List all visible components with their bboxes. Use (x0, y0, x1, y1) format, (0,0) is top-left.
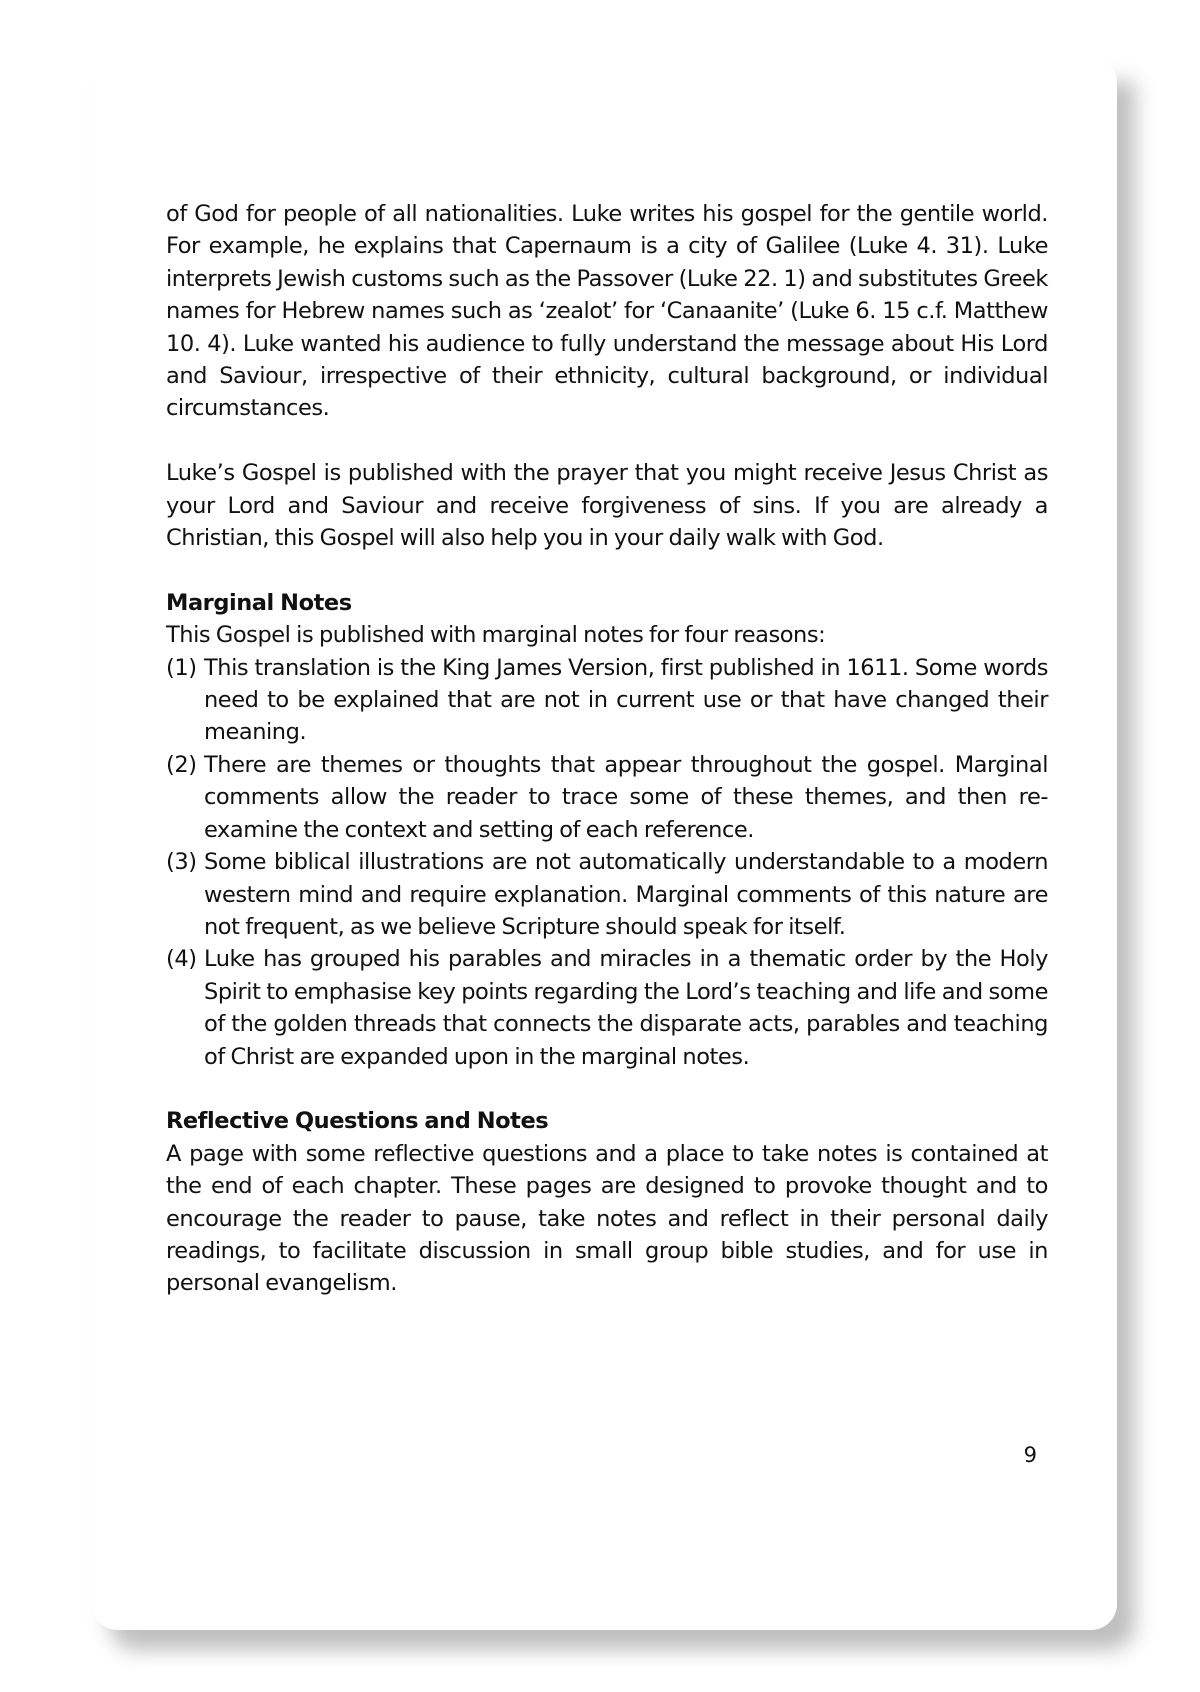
list-item-number: (2) (166, 751, 197, 778)
marginal-notes-list (166, 652, 1048, 1073)
intro-paragraph-2: Luke’s Gospel is published with the prayer that you might receive Jesus Christ as your Lord and Saviour and receive forgiveness of sins. If you are already a Christian, this Gospel will also help you in your daily walk with God. (166, 460, 1048, 552)
list-item-number: (3) (166, 849, 197, 876)
list-item (166, 749, 1048, 846)
paragraph-gap (166, 554, 1048, 586)
document-page (92, 60, 1117, 1630)
list-item-number: (1) (166, 654, 197, 681)
page-content (166, 198, 1048, 1300)
paragraph-gap (166, 1073, 1048, 1105)
list-item-text: There are themes or thoughts that appear throughout the gospel. Marginal comments allow the reader to trace some of these themes, and then re-examine the context and setting of each reference. (204, 751, 1048, 843)
reflective-heading: Reflective Questions and Notes (166, 1108, 549, 1135)
intro-paragraph-1: of God for people of all nationalities. Luke writes his gospel for the gentile world. For example, he explains that Capernaum is a city of Galilee (Luke 4. 31). Luke interprets Jewish customs such as the Passover (Luke 22. 1) and substitutes Greek names for Hebrew names such as ‘zealot’ for ‘Canaanite’ (Luke 6. 15 c.f. Matthew 10. 4). Luke wanted his audience to fully understand the message about His Lord and Saviour, irrespective of their ethnicity, cultural background, or individual circumstances. (166, 201, 1048, 422)
list-item (166, 652, 1048, 749)
list-item-text: This translation is the King James Version, first published in 1611. Some words need to be explained that are not in current use or that have changed their meaning. (204, 654, 1048, 746)
paragraph-gap (166, 425, 1048, 457)
page-number: 9 (1023, 1443, 1037, 1467)
list-item-text: Luke has grouped his parables and miracles in a thematic order by the Holy Spirit to emphasise key points regarding the Lord’s teaching and life and some of the golden threads that connects the disparate acts, parables and teaching of Christ are expanded upon in the marginal notes. (204, 946, 1048, 1070)
marginal-notes-heading: Marginal Notes (166, 589, 352, 616)
marginal-notes-intro: This Gospel is published with marginal notes for four reasons: (166, 622, 826, 649)
list-item (166, 943, 1048, 1073)
list-item (166, 846, 1048, 943)
reflective-paragraph: A page with some reflective questions and a place to take notes is contained at the end of each chapter. These pages are designed to provoke thought and to encourage the reader to pause, take notes and reflect in their personal daily readings, to facilitate discussion in small group bible studies, and for use in personal evangelism. (166, 1140, 1048, 1297)
list-item-text: Some biblical illustrations are not automatically understandable to a modern western mind and require explanation. Marginal comments of this nature are not frequent, as we believe Scripture should speak for itself. (204, 849, 1048, 940)
list-item-number: (4) (166, 946, 197, 973)
